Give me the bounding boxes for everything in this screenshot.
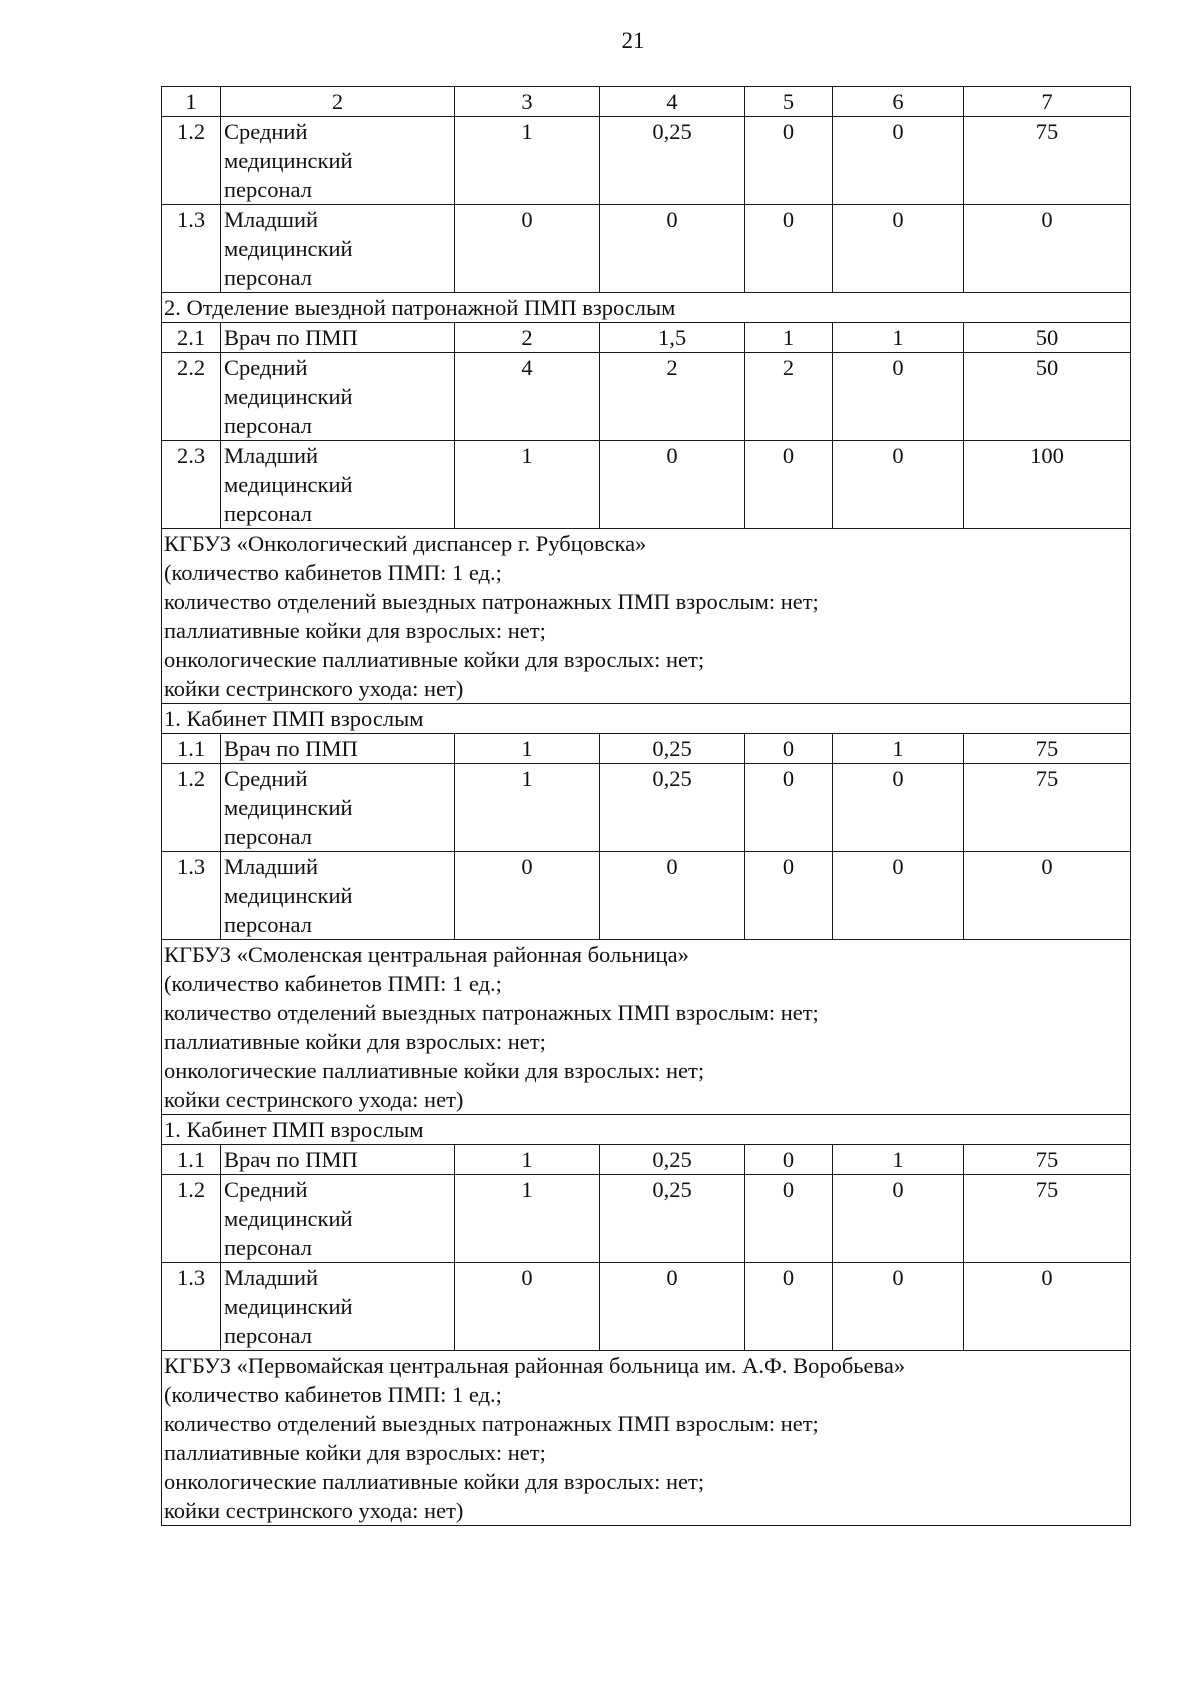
- value-cell-col5: 0: [745, 852, 833, 940]
- value-cell-col4: 0: [600, 1263, 745, 1351]
- value-cell-col6: 1: [833, 734, 964, 764]
- staff-category-line: персонал: [224, 177, 312, 202]
- staff-category-line: Врач по ПМП: [224, 736, 358, 761]
- table-row: [162, 353, 1131, 441]
- organization-info: [162, 1351, 1131, 1526]
- row-number: 1.2: [162, 117, 221, 205]
- column-number-header-row: [162, 87, 1131, 117]
- row-number: 2.1: [162, 323, 221, 353]
- table-body: [162, 87, 1131, 1526]
- table-row: [162, 1263, 1131, 1351]
- value-cell-col5: 0: [745, 1263, 833, 1351]
- organization-detail-line: паллиативные койки для взрослых: нет;: [164, 618, 546, 643]
- value-cell-col7: 50: [964, 323, 1131, 353]
- staff-category: [221, 852, 455, 940]
- organization-detail-line: койки сестринского ухода: нет): [164, 676, 464, 701]
- organization-name: КГБУЗ «Смоленская центральная районная больница»: [164, 942, 689, 967]
- section-heading-row: [162, 1115, 1131, 1145]
- value-cell-col3: 1: [455, 117, 600, 205]
- value-cell-col3: 0: [455, 1263, 600, 1351]
- row-number: 1.2: [162, 764, 221, 852]
- value-cell-col7: 75: [964, 1175, 1131, 1263]
- value-cell-col7: 75: [964, 1145, 1131, 1175]
- table-row: [162, 852, 1131, 940]
- table-row: [162, 1175, 1131, 1263]
- organization-detail-line: количество отделений выездных патронажных ПМП взрослым: нет;: [164, 1411, 819, 1436]
- organization-row: [162, 529, 1131, 704]
- organization-detail-line: паллиативные койки для взрослых: нет;: [164, 1440, 546, 1465]
- value-cell-col5: 2: [745, 353, 833, 441]
- staff-category-line: персонал: [224, 1235, 312, 1260]
- staff-category-line: Врач по ПМП: [224, 1147, 358, 1172]
- value-cell-col6: 0: [833, 441, 964, 529]
- value-cell-col3: 0: [455, 205, 600, 293]
- value-cell-col5: 0: [745, 1175, 833, 1263]
- value-cell-col4: 0: [600, 205, 745, 293]
- value-cell-col5: 0: [745, 205, 833, 293]
- value-cell-col6: 0: [833, 1263, 964, 1351]
- organization-detail-line: койки сестринского ухода: нет): [164, 1087, 464, 1112]
- value-cell-col4: 0: [600, 441, 745, 529]
- organization-detail-line: (количество кабинетов ПМП: 1 ед.;: [164, 971, 502, 996]
- value-cell-col6: 1: [833, 1145, 964, 1175]
- value-cell-col7: 75: [964, 764, 1131, 852]
- value-cell-col6: 0: [833, 117, 964, 205]
- staff-category-line: медицинский: [224, 883, 353, 908]
- staff-category-line: медицинский: [224, 236, 353, 261]
- value-cell-col3: 1: [455, 764, 600, 852]
- staff-category-line: персонал: [224, 413, 312, 438]
- section-heading: 1. Кабинет ПМП взрослым: [162, 704, 1131, 734]
- value-cell-col4: 0,25: [600, 1145, 745, 1175]
- organization-detail-line: онкологические паллиативные койки для взрослых: нет;: [164, 1469, 705, 1494]
- value-cell-col4: 0,25: [600, 117, 745, 205]
- value-cell-col5: 1: [745, 323, 833, 353]
- table-row: [162, 323, 1131, 353]
- staff-category-line: Средний: [224, 355, 308, 380]
- value-cell-col3: 1: [455, 441, 600, 529]
- value-cell-col7: 0: [964, 852, 1131, 940]
- row-number: 1.1: [162, 734, 221, 764]
- value-cell-col5: 0: [745, 441, 833, 529]
- staff-category: [221, 1145, 455, 1175]
- table-row: [162, 205, 1131, 293]
- value-cell-col6: 0: [833, 205, 964, 293]
- row-number: 1.3: [162, 1263, 221, 1351]
- row-number: 1.2: [162, 1175, 221, 1263]
- row-number: 2.2: [162, 353, 221, 441]
- organization-detail-line: (количество кабинетов ПМП: 1 ед.;: [164, 1382, 502, 1407]
- value-cell-col4: 0,25: [600, 1175, 745, 1263]
- value-cell-col5: 0: [745, 734, 833, 764]
- organization-detail-line: паллиативные койки для взрослых: нет;: [164, 1029, 546, 1054]
- column-header: 6: [833, 87, 964, 117]
- value-cell-col6: 0: [833, 852, 964, 940]
- value-cell-col7: 50: [964, 353, 1131, 441]
- section-heading: 1. Кабинет ПМП взрослым: [162, 1115, 1131, 1145]
- value-cell-col7: 0: [964, 205, 1131, 293]
- staff-category: [221, 1175, 455, 1263]
- value-cell-col7: 75: [964, 734, 1131, 764]
- staff-category: [221, 441, 455, 529]
- staff-category-line: Средний: [224, 1177, 308, 1202]
- section-heading-row: [162, 293, 1131, 323]
- section-heading: 2. Отделение выездной патронажной ПМП взрослым: [162, 293, 1131, 323]
- column-header: 5: [745, 87, 833, 117]
- row-number: 1.3: [162, 852, 221, 940]
- value-cell-col4: 0,25: [600, 764, 745, 852]
- organization-name: КГБУЗ «Первомайская центральная районная больница им. А.Ф. Воробьева»: [164, 1353, 906, 1378]
- table-row: [162, 764, 1131, 852]
- value-cell-col4: 0,25: [600, 734, 745, 764]
- value-cell-col3: 4: [455, 353, 600, 441]
- value-cell-col7: 75: [964, 117, 1131, 205]
- staff-category-line: медицинский: [224, 1294, 353, 1319]
- value-cell-col4: 2: [600, 353, 745, 441]
- staff-category: [221, 734, 455, 764]
- value-cell-col3: 1: [455, 1175, 600, 1263]
- column-header: 2: [221, 87, 455, 117]
- staff-category-line: Младший: [224, 207, 319, 232]
- staff-category-line: Средний: [224, 119, 308, 144]
- staff-category-line: персонал: [224, 501, 312, 526]
- value-cell-col5: 0: [745, 117, 833, 205]
- staff-category-line: медицинский: [224, 472, 353, 497]
- value-cell-col7: 0: [964, 1263, 1131, 1351]
- organization-detail-line: онкологические паллиативные койки для взрослых: нет;: [164, 1058, 705, 1083]
- staff-category-line: Младший: [224, 1265, 319, 1290]
- staff-category-line: Врач по ПМП: [224, 325, 358, 350]
- value-cell-col3: 1: [455, 734, 600, 764]
- section-heading-row: [162, 704, 1131, 734]
- value-cell-col6: 0: [833, 1175, 964, 1263]
- value-cell-col3: 0: [455, 852, 600, 940]
- staff-category-line: медицинский: [224, 384, 353, 409]
- staff-category-line: медицинский: [224, 148, 353, 173]
- organization-info: [162, 940, 1131, 1115]
- value-cell-col5: 0: [745, 764, 833, 852]
- value-cell-col6: 1: [833, 323, 964, 353]
- row-number: 2.3: [162, 441, 221, 529]
- staffing-table: [161, 86, 1131, 1526]
- value-cell-col6: 0: [833, 353, 964, 441]
- staff-category-line: Младший: [224, 854, 319, 879]
- staff-category-line: Средний: [224, 766, 308, 791]
- staff-category: [221, 205, 455, 293]
- table-row: [162, 1145, 1131, 1175]
- organization-info: [162, 529, 1131, 704]
- staff-category-line: персонал: [224, 824, 312, 849]
- value-cell-col5: 0: [745, 1145, 833, 1175]
- table-row: [162, 441, 1131, 529]
- column-header: 7: [964, 87, 1131, 117]
- value-cell-col4: 0: [600, 852, 745, 940]
- staff-category: [221, 353, 455, 441]
- staff-category-line: персонал: [224, 912, 312, 937]
- organization-detail-line: количество отделений выездных патронажных ПМП взрослым: нет;: [164, 589, 819, 614]
- value-cell-col3: 2: [455, 323, 600, 353]
- organization-detail-line: койки сестринского ухода: нет): [164, 1498, 464, 1523]
- value-cell-col3: 1: [455, 1145, 600, 1175]
- staff-category: [221, 323, 455, 353]
- value-cell-col4: 1,5: [600, 323, 745, 353]
- page-number: 21: [621, 28, 645, 53]
- organization-detail-line: (количество кабинетов ПМП: 1 ед.;: [164, 560, 502, 585]
- staff-category: [221, 764, 455, 852]
- organization-row: [162, 940, 1131, 1115]
- staff-category-line: персонал: [224, 265, 312, 290]
- value-cell-col7: 100: [964, 441, 1131, 529]
- table-row: [162, 117, 1131, 205]
- staff-category: [221, 1263, 455, 1351]
- staff-category-line: медицинский: [224, 1206, 353, 1231]
- organization-row: [162, 1351, 1131, 1526]
- column-header: 4: [600, 87, 745, 117]
- column-header: 1: [162, 87, 221, 117]
- table-row: [162, 734, 1131, 764]
- staff-category: [221, 117, 455, 205]
- column-header: 3: [455, 87, 600, 117]
- organization-detail-line: онкологические паллиативные койки для взрослых: нет;: [164, 647, 705, 672]
- organization-detail-line: количество отделений выездных патронажных ПМП взрослым: нет;: [164, 1000, 819, 1025]
- organization-name: КГБУЗ «Онкологический диспансер г. Рубцовска»: [164, 531, 647, 556]
- value-cell-col6: 0: [833, 764, 964, 852]
- staff-category-line: Младший: [224, 443, 319, 468]
- row-number: 1.1: [162, 1145, 221, 1175]
- staff-category-line: медицинский: [224, 795, 353, 820]
- row-number: 1.3: [162, 205, 221, 293]
- staff-category-line: персонал: [224, 1323, 312, 1348]
